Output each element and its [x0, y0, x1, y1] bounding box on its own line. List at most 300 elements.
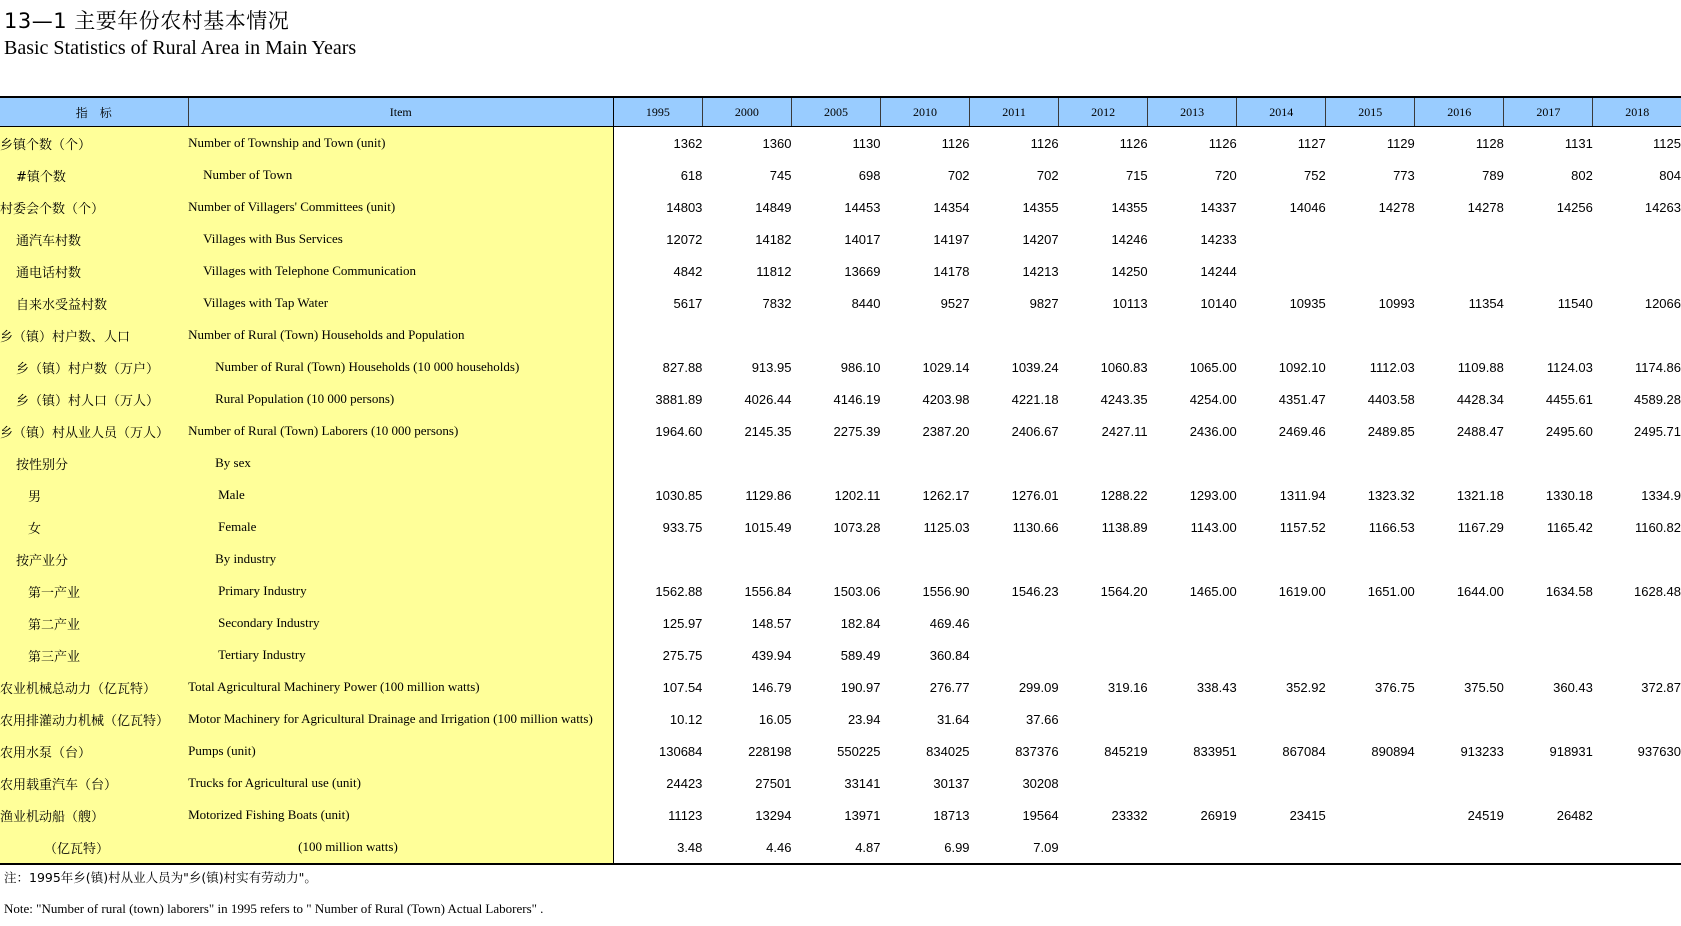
value-cell: 1546.23	[1011, 583, 1059, 599]
table-row	[0, 127, 1681, 160]
value-cell	[1059, 639, 1148, 671]
value-cell: 4842	[673, 263, 703, 279]
value-cell: 618	[680, 167, 703, 183]
header-year: 2012	[1059, 97, 1148, 127]
value-cell: 11123	[668, 807, 703, 823]
value-cell	[881, 543, 970, 575]
row-label-cn: #镇个数	[0, 159, 188, 191]
row-label-cn: 按性别分	[0, 447, 188, 479]
value-cell: 26482	[1556, 807, 1593, 823]
row-label-en: Total Agricultural Machinery Power (100 million watts)	[188, 671, 613, 703]
value-cell	[1059, 703, 1148, 735]
value-cell: 1964.60	[655, 423, 703, 439]
value-cell: 986.10	[840, 359, 881, 375]
header-item-cn: 指 标	[0, 97, 188, 127]
value-cell	[1415, 223, 1504, 255]
row-label-cn: 第三产业	[0, 639, 188, 671]
value-cell: 913.95	[751, 359, 792, 375]
value-cell	[1415, 319, 1504, 351]
value-cell: 2495.60	[1545, 423, 1593, 439]
value-cell	[1504, 831, 1593, 864]
value-cell	[1148, 607, 1237, 639]
value-cell	[1059, 767, 1148, 799]
table-row	[0, 703, 1681, 735]
value-cell: 30208	[1022, 775, 1059, 791]
value-cell: 1157.52	[1279, 519, 1326, 535]
table-row	[0, 575, 1681, 607]
value-cell	[1593, 255, 1681, 287]
value-cell: 837376	[1015, 743, 1059, 759]
value-cell: 1166.53	[1368, 519, 1415, 535]
value-cell: 1334.9	[1641, 487, 1681, 503]
value-cell	[1326, 703, 1415, 735]
value-cell: 6.99	[881, 831, 970, 864]
value-cell: 9527	[940, 295, 970, 311]
value-cell: 4254.00	[1189, 391, 1237, 407]
value-cell	[970, 639, 1059, 671]
table-row	[0, 447, 1681, 479]
row-label-en: Number of Township and Town (unit)	[188, 127, 613, 160]
value-cell	[1504, 319, 1593, 351]
value-cell	[1148, 639, 1237, 671]
value-cell	[613, 319, 702, 351]
value-cell	[613, 543, 702, 575]
value-cell: 14197	[933, 231, 970, 247]
value-cell: 1126	[1119, 135, 1148, 151]
value-cell: 469.46	[929, 615, 970, 631]
value-cell: 1311.94	[1279, 487, 1326, 503]
value-cell: 890894	[1371, 743, 1415, 759]
value-cell: 14256	[1556, 199, 1593, 215]
value-cell: 3881.89	[655, 391, 703, 407]
row-label-en: Number of Rural (Town) Households (10 000 households)	[188, 351, 613, 383]
value-cell: 1288.22	[1100, 487, 1148, 503]
value-cell	[881, 319, 970, 351]
row-label-en: Pumps (unit)	[188, 735, 613, 767]
value-cell: 2406.67	[1011, 423, 1059, 439]
value-cell	[1504, 447, 1593, 479]
value-cell	[1148, 767, 1237, 799]
value-cell: 4.87	[791, 831, 880, 864]
value-cell: 1293.00	[1189, 487, 1237, 503]
value-cell	[1237, 255, 1326, 287]
row-label-en: Primary Industry	[188, 575, 613, 607]
value-cell: 299.09	[1018, 679, 1059, 695]
value-cell: 228198	[748, 743, 792, 759]
value-cell: 1362	[673, 135, 703, 151]
value-cell: 14017	[844, 231, 881, 247]
value-cell: 12066	[1644, 295, 1681, 311]
row-label-cn: （亿瓦特）	[0, 831, 188, 864]
value-cell	[1504, 223, 1593, 255]
row-label-en: Rural Population (10 000 persons)	[188, 383, 613, 415]
value-cell	[1326, 255, 1415, 287]
value-cell	[1237, 703, 1326, 735]
row-label-en: Villages with Bus Services	[188, 223, 613, 255]
value-cell	[1237, 543, 1326, 575]
value-cell: 14246	[1111, 231, 1148, 247]
value-cell: 804	[1659, 167, 1681, 183]
value-cell	[1415, 767, 1504, 799]
value-cell	[1504, 543, 1593, 575]
row-label-cn: 乡（镇）村从业人员（万人）	[0, 415, 188, 447]
table-row	[0, 479, 1681, 511]
row-label-cn: 农用水泵（台）	[0, 735, 188, 767]
value-cell: 130684	[659, 743, 703, 759]
table-row	[0, 415, 1681, 447]
value-cell: 14453	[844, 199, 881, 215]
value-cell: 1651.00	[1367, 583, 1415, 599]
value-cell: 1126	[1208, 135, 1237, 151]
value-cell: 1129	[1386, 135, 1415, 151]
value-cell: 319.16	[1107, 679, 1148, 695]
value-cell	[1593, 543, 1681, 575]
row-label-cn: 女	[0, 511, 188, 543]
value-cell: 1138.89	[1101, 519, 1148, 535]
value-cell: 1174.86	[1634, 359, 1681, 375]
value-cell: 2145.35	[744, 423, 792, 439]
value-cell: 589.49	[840, 647, 881, 663]
value-cell: 4.46	[702, 831, 791, 864]
row-label-en: Motor Machinery for Agricultural Drainage and Irrigation (100 million watts)	[188, 703, 613, 735]
table-header-row	[0, 97, 1681, 127]
value-cell	[1326, 767, 1415, 799]
table-row	[0, 319, 1681, 351]
value-cell: 13294	[755, 807, 792, 823]
value-cell: 773	[1393, 167, 1415, 183]
row-label-cn: 村委会个数（个）	[0, 191, 188, 223]
header-year: 2013	[1148, 97, 1237, 127]
row-label-en: By industry	[188, 543, 613, 575]
table-row	[0, 799, 1681, 831]
value-cell: 4455.61	[1545, 391, 1593, 407]
row-label-cn: 第一产业	[0, 575, 188, 607]
value-cell: 13971	[844, 807, 881, 823]
value-cell: 2488.47	[1456, 423, 1504, 439]
value-cell: 1125.03	[923, 519, 970, 535]
value-cell: 827.88	[662, 359, 703, 375]
value-cell: 37.66	[1026, 711, 1059, 727]
row-label-cn: 农用排灌动力机械（亿瓦特）	[0, 703, 188, 735]
value-cell	[1237, 319, 1326, 351]
value-cell: 182.84	[840, 615, 881, 631]
row-label-cn: 通汽车村数	[0, 223, 188, 255]
value-cell	[1059, 543, 1148, 575]
value-cell: 802	[1571, 167, 1593, 183]
value-cell: 146.79	[751, 679, 792, 695]
value-cell: 1202.11	[834, 487, 881, 503]
value-cell	[1059, 319, 1148, 351]
row-label-en: Villages with Telephone Communication	[188, 255, 613, 287]
value-cell	[1415, 607, 1504, 639]
value-cell	[702, 447, 791, 479]
header-item-en: Item	[188, 97, 613, 127]
value-cell: 27501	[755, 775, 792, 791]
value-cell: 8440	[851, 295, 881, 311]
value-cell: 7.09	[970, 831, 1059, 864]
value-cell: 1128	[1475, 135, 1504, 151]
value-cell: 1276.01	[1011, 487, 1059, 503]
value-cell: 1465.00	[1189, 583, 1237, 599]
value-cell: 4428.34	[1456, 391, 1504, 407]
value-cell: 14849	[755, 199, 792, 215]
table-row	[0, 287, 1681, 319]
value-cell: 1160.82	[1634, 519, 1681, 535]
value-cell: 13669	[844, 263, 881, 279]
value-cell	[1326, 543, 1415, 575]
value-cell: 376.75	[1375, 679, 1415, 695]
header-year: 2005	[791, 97, 880, 127]
value-cell: 1126	[941, 135, 970, 151]
value-cell: 14046	[1289, 199, 1326, 215]
value-cell: 2489.85	[1367, 423, 1415, 439]
value-cell: 1564.20	[1100, 583, 1148, 599]
value-cell	[970, 607, 1059, 639]
value-cell: 833951	[1193, 743, 1237, 759]
value-cell	[791, 319, 880, 351]
value-cell: 12072	[666, 231, 703, 247]
table-row	[0, 255, 1681, 287]
row-label-en: Number of Rural (Town) Laborers (10 000 persons)	[188, 415, 613, 447]
value-cell	[1237, 767, 1326, 799]
value-cell: 2495.71	[1634, 423, 1681, 439]
value-cell: 14354	[933, 199, 970, 215]
value-cell: 2275.39	[833, 423, 881, 439]
value-cell	[1237, 607, 1326, 639]
value-cell	[1593, 831, 1681, 864]
value-cell: 9827	[1029, 295, 1059, 311]
value-cell: 18713	[933, 807, 970, 823]
value-cell: 24423	[666, 775, 703, 791]
row-label-en: Male	[188, 479, 613, 511]
value-cell: 23332	[1111, 807, 1148, 823]
value-cell: 338.43	[1196, 679, 1237, 695]
row-label-cn: 乡镇个数（个）	[0, 127, 188, 160]
value-cell	[1059, 447, 1148, 479]
value-cell: 439.94	[751, 647, 792, 663]
table-row	[0, 511, 1681, 543]
value-cell: 1130.66	[1012, 519, 1059, 535]
value-cell	[702, 543, 791, 575]
value-cell: 933.75	[662, 519, 703, 535]
value-cell: 4403.58	[1367, 391, 1415, 407]
value-cell: 7832	[762, 295, 792, 311]
value-cell: 834025	[926, 743, 970, 759]
value-cell: 30137	[933, 775, 970, 791]
value-cell	[1237, 223, 1326, 255]
value-cell: 720	[1214, 167, 1237, 183]
value-cell: 14355	[1022, 199, 1059, 215]
row-label-cn: 农用载重汽车（台）	[0, 767, 188, 799]
value-cell: 702	[1036, 167, 1059, 183]
value-cell	[1593, 607, 1681, 639]
value-cell: 5617	[673, 295, 703, 311]
row-label-cn: 第二产业	[0, 607, 188, 639]
footnote-en: Note: "Number of rural (town) laborers" in 1995 refers to " Number of Rural (Town) Actual Laborers" .	[4, 901, 544, 916]
header-year: 2018	[1593, 97, 1681, 127]
value-cell: 190.97	[840, 679, 881, 695]
value-cell: 23415	[1289, 807, 1326, 823]
table-row	[0, 191, 1681, 223]
value-cell: 14278	[1378, 199, 1415, 215]
value-cell: 10140	[1200, 295, 1237, 311]
value-cell: 1060.83	[1100, 359, 1148, 375]
value-cell: 1167.29	[1457, 519, 1504, 535]
row-label-en: Number of Villagers' Committees (unit)	[188, 191, 613, 223]
row-label-cn: 乡（镇）村户数、人口	[0, 319, 188, 351]
table-row	[0, 735, 1681, 767]
value-cell: 1503.06	[833, 583, 881, 599]
value-cell: 937630	[1637, 743, 1681, 759]
row-label-cn: 农业机械总动力（亿瓦特）	[0, 671, 188, 703]
value-cell	[1059, 831, 1148, 864]
row-label-cn: 男	[0, 479, 188, 511]
value-cell: 1109.88	[1457, 359, 1504, 375]
value-cell	[1415, 703, 1504, 735]
value-cell: 375.50	[1464, 679, 1504, 695]
value-cell: 1030.85	[655, 487, 703, 503]
value-cell: 2387.20	[922, 423, 970, 439]
rural-statistics-table	[0, 96, 1681, 865]
row-label-en: (100 million watts)	[188, 831, 613, 864]
value-cell: 360.43	[1553, 679, 1593, 695]
value-cell: 845219	[1104, 743, 1148, 759]
value-cell	[791, 543, 880, 575]
value-cell: 1124.03	[1546, 359, 1593, 375]
value-cell	[1415, 255, 1504, 287]
row-label-en: Secondary Industry	[188, 607, 613, 639]
header-year: 2017	[1504, 97, 1593, 127]
table-row	[0, 159, 1681, 191]
row-label-cn: 渔业机动船（艘）	[0, 799, 188, 831]
value-cell	[1504, 703, 1593, 735]
value-cell: 1130	[852, 135, 881, 151]
header-year: 2011	[970, 97, 1059, 127]
value-cell: 352.92	[1285, 679, 1326, 695]
value-cell: 1165.42	[1546, 519, 1593, 535]
value-cell: 14213	[1022, 263, 1059, 279]
value-cell: 918931	[1549, 743, 1593, 759]
value-cell: 1556.84	[744, 583, 792, 599]
value-cell: 14178	[933, 263, 970, 279]
value-cell: 10935	[1289, 295, 1326, 311]
value-cell	[881, 447, 970, 479]
value-cell	[970, 543, 1059, 575]
value-cell	[1415, 543, 1504, 575]
row-label-en: Tertiary Industry	[188, 639, 613, 671]
value-cell: 1092.10	[1278, 359, 1326, 375]
value-cell	[1148, 703, 1237, 735]
value-cell: 372.87	[1641, 679, 1681, 695]
value-cell: 23.94	[847, 711, 881, 727]
table-row	[0, 543, 1681, 575]
value-cell: 1330.18	[1545, 487, 1593, 503]
header-year: 2010	[881, 97, 970, 127]
value-cell: 148.57	[751, 615, 792, 631]
header-year: 2014	[1237, 97, 1326, 127]
value-cell: 14337	[1200, 199, 1237, 215]
value-cell: 1129.86	[745, 487, 792, 503]
table-row	[0, 767, 1681, 799]
value-cell: 4351.47	[1278, 391, 1326, 407]
value-cell	[1148, 319, 1237, 351]
value-cell	[1326, 639, 1415, 671]
value-cell: 4026.44	[744, 391, 792, 407]
value-cell: 698	[858, 167, 881, 183]
value-cell: 1015.49	[744, 519, 792, 535]
value-cell: 26919	[1200, 807, 1237, 823]
value-cell: 4146.19	[833, 391, 881, 407]
value-cell: 1039.24	[1011, 359, 1059, 375]
value-cell	[791, 447, 880, 479]
header-year: 2016	[1415, 97, 1504, 127]
row-label-en: By sex	[188, 447, 613, 479]
value-cell: 33141	[844, 775, 881, 791]
value-cell	[1593, 703, 1681, 735]
value-cell: 10.12	[669, 711, 703, 727]
value-cell	[1415, 831, 1504, 864]
value-cell: 11812	[756, 263, 792, 279]
value-cell: 10113	[1112, 295, 1148, 311]
value-cell: 1112.03	[1369, 359, 1415, 375]
value-cell: 745	[769, 167, 792, 183]
value-cell	[1237, 447, 1326, 479]
value-cell: 1321.18	[1456, 487, 1504, 503]
value-cell: 14355	[1111, 199, 1148, 215]
value-cell	[1326, 799, 1415, 831]
value-cell	[1326, 831, 1415, 864]
value-cell: 913233	[1460, 743, 1504, 759]
value-cell: 19564	[1022, 807, 1059, 823]
value-cell	[1326, 607, 1415, 639]
table-row	[0, 831, 1681, 864]
table-row	[0, 383, 1681, 415]
value-cell: 4221.18	[1011, 391, 1059, 407]
value-cell: 715	[1125, 167, 1148, 183]
value-cell: 2436.00	[1189, 423, 1237, 439]
table-row	[0, 607, 1681, 639]
row-label-en: Female	[188, 511, 613, 543]
row-label-en: Number of Rural (Town) Households and Population	[188, 319, 613, 351]
value-cell: 11354	[1468, 295, 1504, 311]
value-cell	[970, 319, 1059, 351]
value-cell	[1593, 767, 1681, 799]
page-title-en: Basic Statistics of Rural Area in Main Years	[4, 37, 357, 59]
value-cell	[1148, 447, 1237, 479]
value-cell	[1415, 447, 1504, 479]
table-body	[0, 127, 1681, 865]
value-cell: 14278	[1467, 199, 1504, 215]
value-cell	[1593, 639, 1681, 671]
value-cell: 1360	[762, 135, 792, 151]
value-cell: 1628.48	[1634, 583, 1681, 599]
row-label-cn: 通电话村数	[0, 255, 188, 287]
value-cell: 4203.98	[922, 391, 970, 407]
row-label-cn: 乡（镇）村户数（万户）	[0, 351, 188, 383]
row-label-en: Number of Town	[188, 159, 613, 191]
value-cell: 1126	[1030, 135, 1059, 151]
value-cell: 10993	[1378, 295, 1415, 311]
value-cell: 1562.88	[655, 583, 703, 599]
value-cell: 4589.28	[1634, 391, 1681, 407]
header-year: 2000	[702, 97, 791, 127]
header-year: 1995	[613, 97, 702, 127]
value-cell	[1504, 767, 1593, 799]
table-row	[0, 639, 1681, 671]
value-cell: 1125	[1653, 135, 1681, 151]
value-cell: 1644.00	[1456, 583, 1504, 599]
row-label-en: Trucks for Agricultural use (unit)	[188, 767, 613, 799]
